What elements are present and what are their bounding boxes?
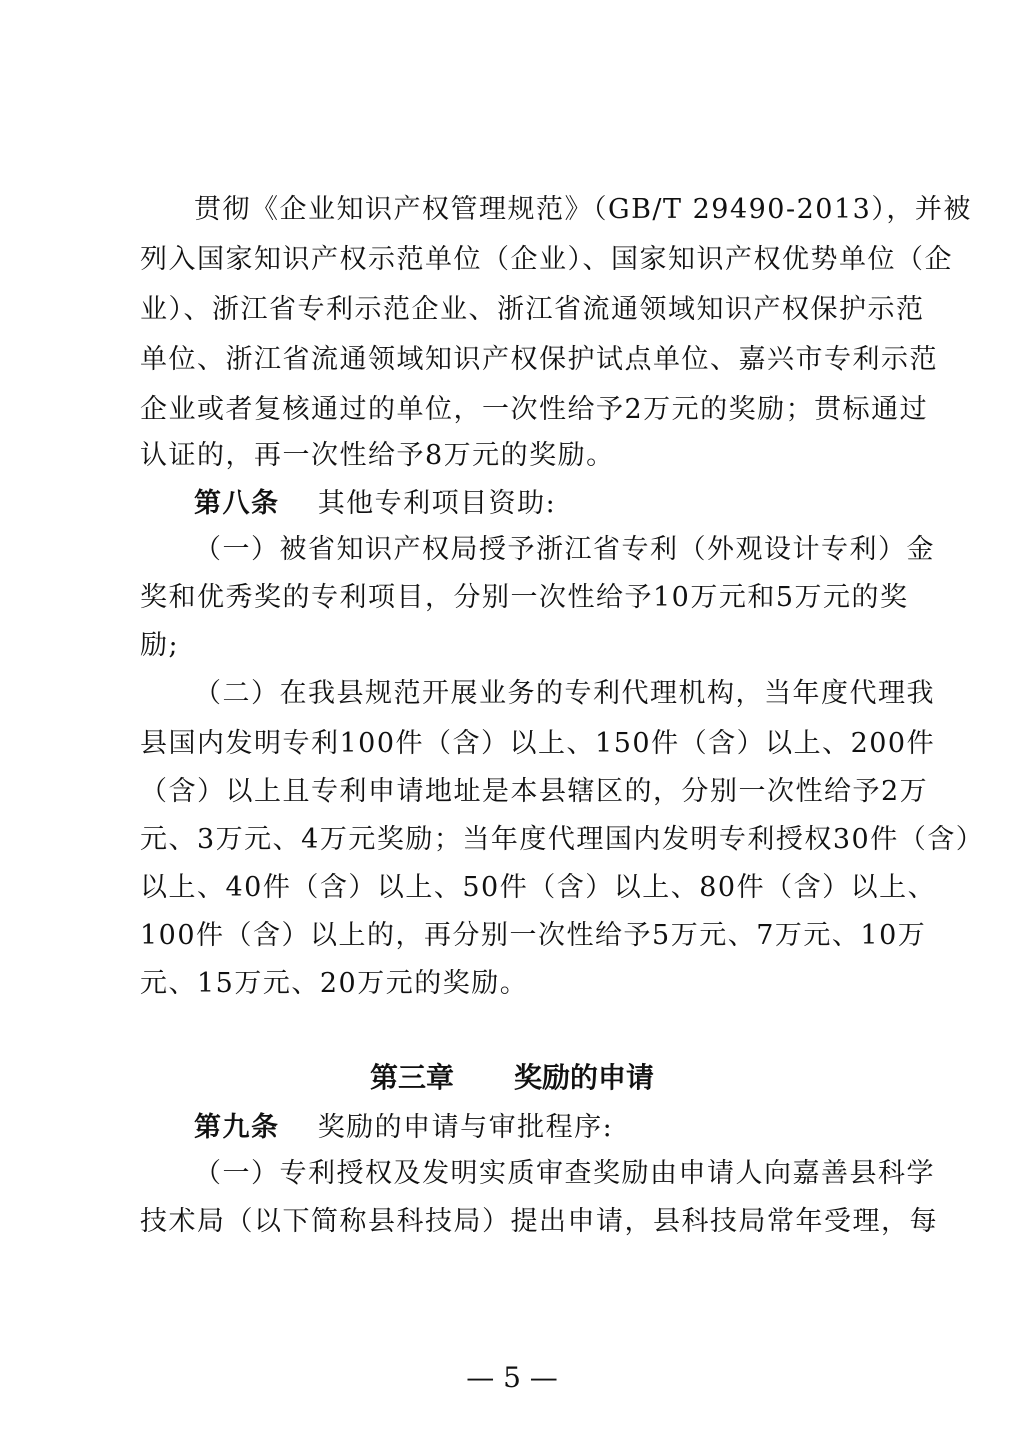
- paragraph-line: 认证的，再一次性给予8万元的奖励。: [140, 440, 615, 471]
- paragraph-line: 单位、浙江省流通领域知识产权保护试点单位、嘉兴市专利示范: [140, 344, 938, 375]
- paragraph-line: （含）以上且专利申请地址是本县辖区的，分别一次性给予2万: [140, 776, 929, 807]
- paragraph-line: 励;: [140, 630, 180, 661]
- article-8: [194, 486, 900, 522]
- paragraph-line: 技术局（以下简称县科技局）提出申请，县科技局常年受理，每: [140, 1206, 938, 1237]
- paragraph-line: 奖和优秀奖的专利项目，分别一次性给予10万元和5万元的奖: [140, 582, 909, 613]
- paragraph-line: 县国内发明专利100件（含）以上、150件（含）以上、200件: [140, 728, 936, 759]
- paragraph-line: （一）被省知识产权局授予浙江省专利（外观设计专利）金: [194, 534, 935, 565]
- paragraph-line: 贯彻《企业知识产权管理规范》（GB/T 29490-2013），并被: [194, 194, 972, 225]
- paragraph-line: 元、3万元、4万元奖励；当年度代理国内发明专利授权30件（含）: [140, 824, 985, 855]
- paragraph-line: 100件（含）以上的，再分别一次性给予5万元、7万元、10万: [140, 920, 927, 951]
- paragraph-line: 业）、浙江省专利示范企业、浙江省流通领域知识产权保护示范: [140, 294, 925, 325]
- paragraph-line: （一）专利授权及发明实质审查奖励由申请人向嘉善县科学: [194, 1158, 935, 1189]
- page-number: — 5 —: [466, 1361, 558, 1394]
- chapter-title: 奖励的申请: [514, 1061, 655, 1094]
- chapter-number: 第三章: [369, 1061, 454, 1094]
- article-9-text: 奖励的申请与审批程序:: [317, 1112, 614, 1143]
- paragraph-line: 企业或者复核通过的单位，一次性给予2万元的奖励；贯标通过: [140, 394, 929, 425]
- paragraph-line: 元、15万元、20万元的奖励。: [140, 968, 529, 999]
- paragraph-line: （二）在我县规范开展业务的专利代理机构，当年度代理我: [194, 678, 935, 709]
- article-8-label: 第八条: [194, 488, 280, 519]
- article-9-label: 第九条: [194, 1112, 280, 1143]
- chapter-heading: [0, 1060, 1024, 1096]
- paragraph-line: 以上、40件（含）以上、50件（含）以上、80件（含）以上、: [140, 872, 937, 903]
- paragraph-line: 列入国家知识产权示范单位（企业）、国家知识产权优势单位（企: [140, 244, 953, 275]
- article-9: [194, 1110, 900, 1146]
- article-8-text: 其他专利项目资助:: [317, 488, 557, 519]
